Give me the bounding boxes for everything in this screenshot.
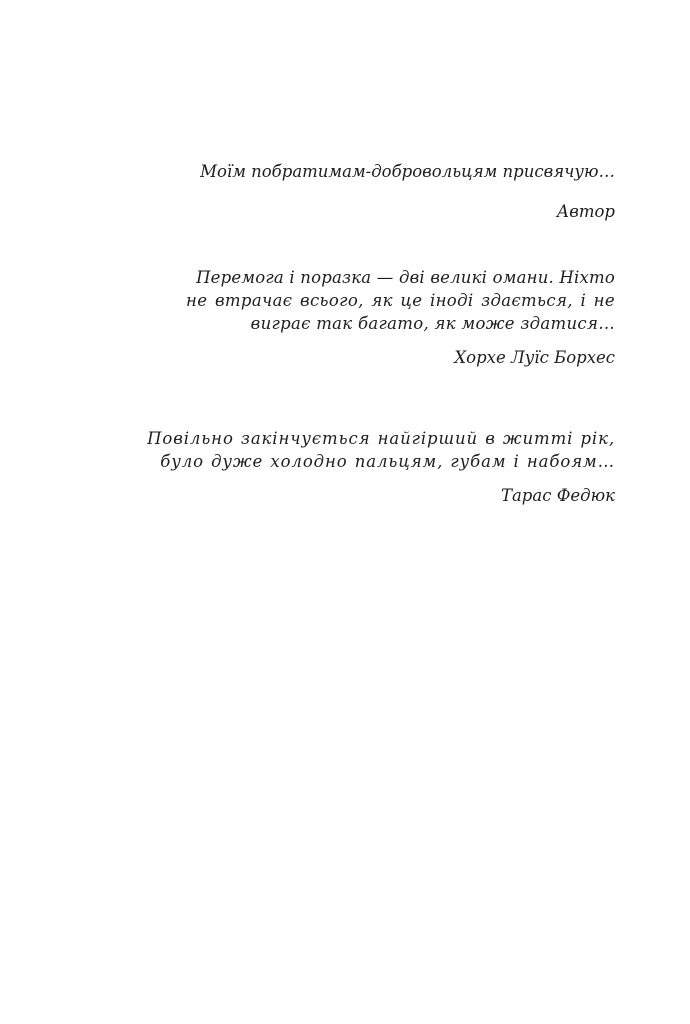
epigraph-author: Тарас Федюк — [500, 486, 615, 505]
dedication-text: Моїм побратимам-добровольцям присвячую… — [200, 162, 615, 181]
epigraph-fediuk — [147, 427, 615, 507]
dedication-author: Автор — [556, 202, 615, 221]
epigraph-author: Хорхе Луїс Борхес — [454, 348, 615, 367]
epigraph-line: не втрачає всього, як це іноді здається, і не — [186, 291, 615, 310]
epigraph-line: Перемога і поразка — дві великі омани. Ніхто — [196, 268, 615, 287]
epigraph-borges — [186, 266, 615, 369]
epigraph-line: виграє так багато, як може здатися… — [250, 314, 615, 333]
epigraph-line: було дуже холодно пальцям, губам і набоям… — [160, 452, 615, 471]
dedication — [200, 160, 615, 223]
epigraph-line: Повільно закінчується найгірший в житті рік, — [147, 429, 615, 448]
